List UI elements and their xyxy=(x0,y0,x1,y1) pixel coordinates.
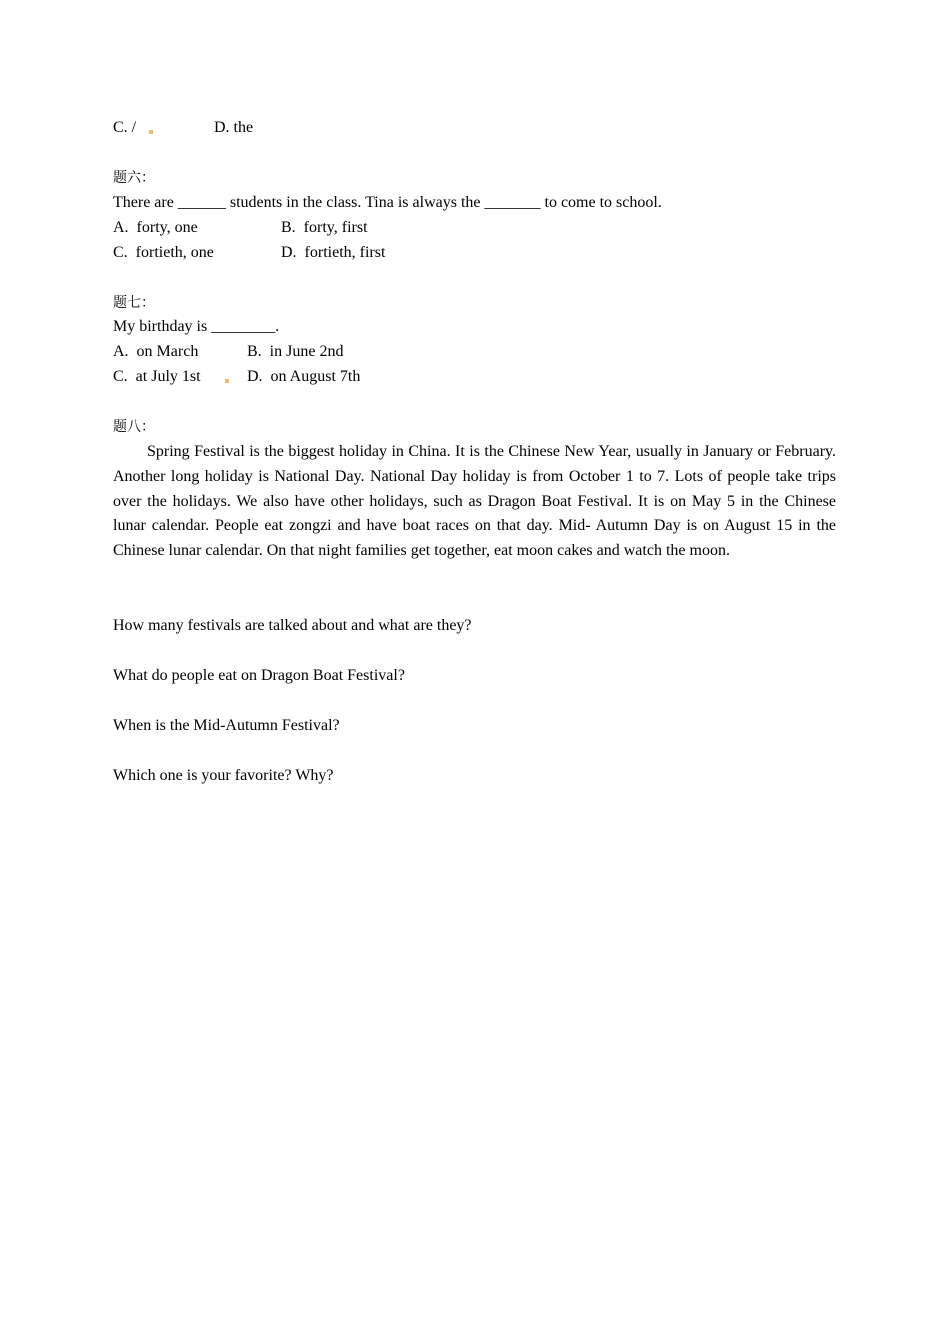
q7-option-c: C. at July 1st xyxy=(113,368,201,385)
marker-dot xyxy=(225,379,229,383)
q8-passage: Spring Festival is the biggest holiday in China. It is the Chinese New Year, usually in January or February. Another long holiday is National Day. National Day holiday is from October 1 to 7. Lots of people take trips over the holidays. We also have other holidays, such as Dragon Boat Festival. It is on May 5 in the Chinese lunar calendar. People eat zongzi and have boat races on that day. Mid- Autumn Day is on August 15 in the Chinese lunar calendar. On that night families get together, eat moon cakes and watch the moon. xyxy=(113,443,836,560)
q8-heading: 题八： xyxy=(113,419,155,435)
q8-question-3: When is the Mid-Autumn Festival? xyxy=(113,717,340,734)
q7-option-b: B. in June 2nd xyxy=(247,343,344,360)
q6-option-c: C. fortieth, one xyxy=(113,244,214,261)
q7-heading: 题七： xyxy=(113,295,155,311)
q8-question-2: What do people eat on Dragon Boat Festival? xyxy=(113,667,405,684)
q7-question: My birthday is ________. xyxy=(113,318,280,335)
marker-dot xyxy=(149,130,153,134)
q6-option-b: B. forty, first xyxy=(281,219,368,236)
q6-option-a: A. forty, one xyxy=(113,219,198,236)
q7-option-d: D. on August 7th xyxy=(247,368,361,385)
q6-question: There are ______ students in the class. Tina is always the _______ to come to school. xyxy=(113,194,662,211)
q8-question-4: Which one is your favorite? Why? xyxy=(113,767,334,784)
q6-option-d: D. fortieth, first xyxy=(281,244,386,261)
q6-heading: 题六： xyxy=(113,170,155,186)
prev-option-c: C. / xyxy=(113,119,137,136)
prev-option-d: D. the xyxy=(214,119,254,136)
q8-question-1: How many festivals are talked about and what are they? xyxy=(113,617,472,634)
q7-option-a: A. on March xyxy=(113,343,199,360)
